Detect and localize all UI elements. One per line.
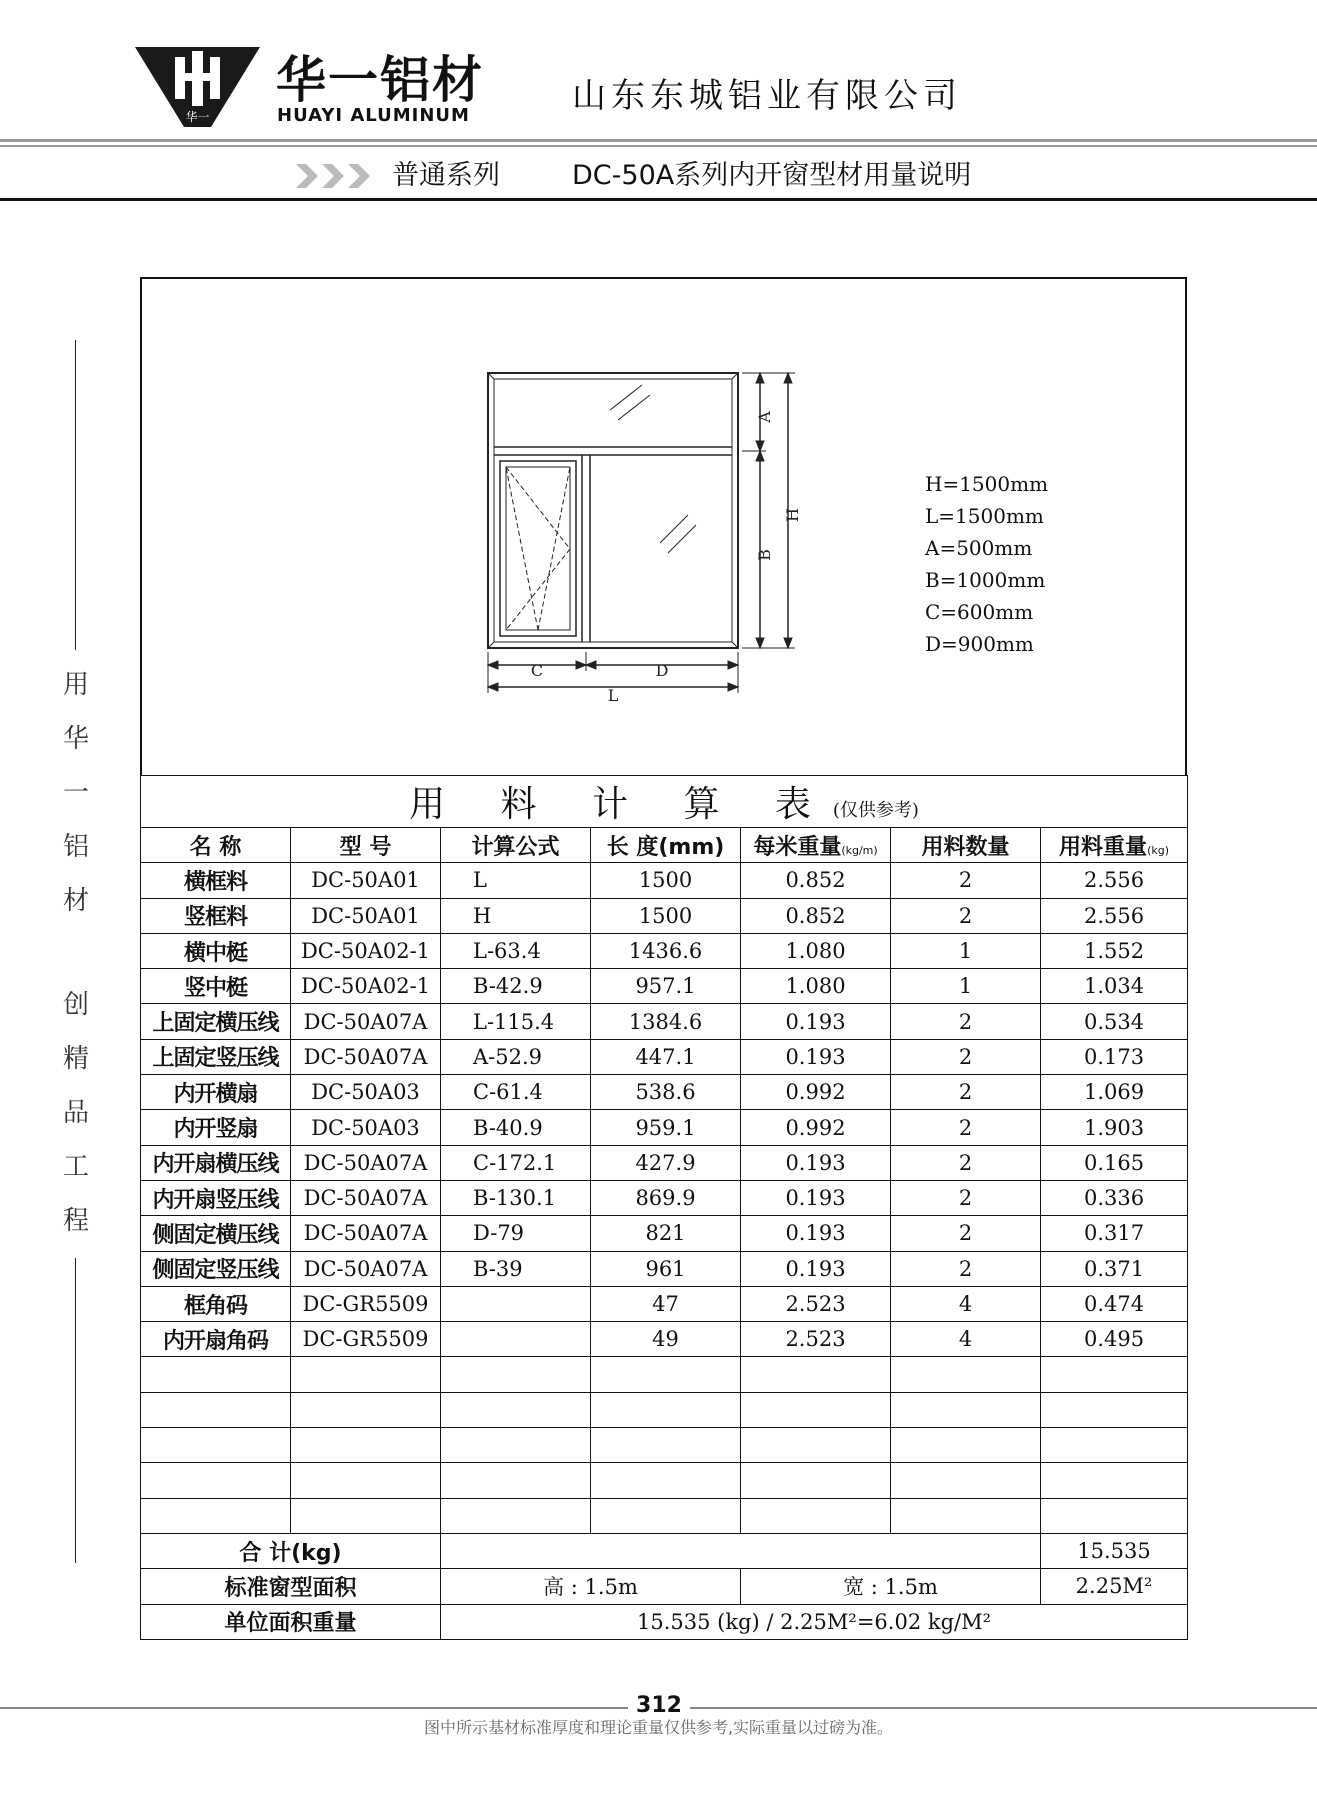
cell-qty: 2 — [891, 1004, 1041, 1039]
total-value: 15.535 — [1041, 1533, 1188, 1568]
cell-model: DC-GR5509 — [291, 1286, 441, 1321]
cell-model: DC-50A02-1 — [291, 933, 441, 968]
cell-weight: 1.552 — [1041, 933, 1188, 968]
table-row — [141, 1216, 1188, 1251]
cell-weight: 1.069 — [1041, 1075, 1188, 1110]
slogan-char: 铝 — [62, 832, 89, 862]
slogan-char: 品 — [62, 1098, 89, 1128]
cell-length: 1500 — [591, 863, 741, 898]
cell-unit-weight: 0.193 — [741, 1004, 891, 1039]
cell-weight: 1.903 — [1041, 1110, 1188, 1145]
col-formula-header: 计算公式 — [441, 828, 591, 863]
huayi-logo-icon — [135, 47, 260, 127]
col-weight-header: 用料重量(kg) — [1041, 828, 1188, 863]
total-row — [141, 1533, 1188, 1568]
slogan-char: 材 — [62, 886, 89, 916]
table-row — [141, 1322, 1188, 1357]
cell-formula: L — [441, 863, 591, 898]
svg-text:L: L — [607, 686, 619, 705]
cell-model: DC-50A01 — [291, 898, 441, 933]
area-label: 标准窗型面积 — [141, 1569, 441, 1604]
cell-name: 侧固定横压线 — [141, 1216, 291, 1251]
footer-note: 图中所示基材标准厚度和理论重量仅供参考,实际重量以过磅为准。 — [423, 1718, 894, 1737]
cell-weight: 0.165 — [1041, 1145, 1188, 1180]
cell-formula: A-52.9 — [441, 1039, 591, 1074]
page-title: DC-50A系列内开窗型材用量说明 — [572, 160, 972, 191]
cell-model: DC-50A01 — [291, 863, 441, 898]
dim-h: H=1500mm — [925, 472, 1049, 496]
cell-qty: 2 — [891, 1180, 1041, 1215]
cell-model: DC-50A03 — [291, 1110, 441, 1145]
cell-qty: 2 — [891, 898, 1041, 933]
table-row — [141, 969, 1188, 1004]
table-row — [141, 1286, 1188, 1321]
cell-weight: 0.474 — [1041, 1286, 1188, 1321]
slogan-char: 一 — [62, 778, 89, 808]
page-number: 312 — [628, 1692, 690, 1720]
cell-unit-weight: 0.193 — [741, 1039, 891, 1074]
cell-formula: L-63.4 — [441, 933, 591, 968]
cell-model: DC-50A03 — [291, 1075, 441, 1110]
cell-name: 内开竖扇 — [141, 1110, 291, 1145]
cell-formula — [441, 1322, 591, 1357]
cell-unit-weight: 0.193 — [741, 1216, 891, 1251]
company-name: 山东东城铝业有限公司 — [572, 76, 962, 116]
cell-qty: 4 — [891, 1286, 1041, 1321]
table-row — [141, 1004, 1188, 1039]
table-row — [141, 1180, 1188, 1215]
cell-length: 47 — [591, 1286, 741, 1321]
header-divider — [0, 145, 1317, 147]
cell-unit-weight: 0.193 — [741, 1180, 891, 1215]
cell-model: DC-GR5509 — [291, 1322, 441, 1357]
table-row — [141, 1145, 1188, 1180]
cell-formula: B-130.1 — [441, 1180, 591, 1215]
cell-qty: 2 — [891, 1039, 1041, 1074]
cell-unit-weight: 0.992 — [741, 1110, 891, 1145]
brand-name-cn: 华一铝材 — [276, 51, 484, 109]
cell-name: 内开扇角码 — [141, 1322, 291, 1357]
cell-formula — [441, 1286, 591, 1321]
brand-name-en: HUAYI ALUMINUM — [277, 105, 470, 126]
slogan-char: 用 — [62, 670, 89, 700]
table-title-row — [141, 776, 1188, 828]
cell-name: 上固定竖压线 — [141, 1039, 291, 1074]
cell-model: DC-50A07A — [291, 1216, 441, 1251]
cell-unit-weight: 2.523 — [741, 1322, 891, 1357]
area-height: 高 : 1.5m — [441, 1569, 741, 1604]
cell-qty: 1 — [891, 969, 1041, 1004]
slogan-char: 华 — [62, 724, 89, 754]
cell-weight: 0.534 — [1041, 1004, 1188, 1039]
cell-length: 961 — [591, 1251, 741, 1286]
cell-qty: 2 — [891, 1251, 1041, 1286]
cell-length: 49 — [591, 1322, 741, 1357]
cell-qty: 1 — [891, 933, 1041, 968]
cell-weight: 2.556 — [1041, 863, 1188, 898]
unit-weight-row — [141, 1604, 1188, 1639]
series-label: 普通系列 — [392, 160, 500, 191]
slogan-char: 程 — [62, 1206, 89, 1236]
svg-text:华一: 华一 — [185, 110, 210, 124]
cell-weight: 0.495 — [1041, 1322, 1188, 1357]
table-row — [141, 1110, 1188, 1145]
cell-unit-weight: 1.080 — [741, 969, 891, 1004]
cell-length: 959.1 — [591, 1110, 741, 1145]
cell-unit-weight: 0.193 — [741, 1145, 891, 1180]
table-title: 用 料 计 算 表(仅供参考) — [141, 776, 1188, 828]
cell-unit-weight: 0.193 — [741, 1251, 891, 1286]
table-row — [141, 1428, 1188, 1463]
cell-length: 538.6 — [591, 1075, 741, 1110]
unit-weight-value: 15.535 (kg) / 2.25M²=6.02 kg/M² — [441, 1604, 1188, 1639]
dim-c: C=600mm — [925, 600, 1034, 624]
total-label: 合 计(kg) — [141, 1533, 441, 1568]
cell-length: 1500 — [591, 898, 741, 933]
table-row — [141, 1463, 1188, 1498]
slogan-line — [75, 1258, 76, 1563]
cell-qty: 2 — [891, 1075, 1041, 1110]
cell-formula: H — [441, 898, 591, 933]
cell-weight: 2.556 — [1041, 898, 1188, 933]
cell-name: 侧固定竖压线 — [141, 1251, 291, 1286]
cell-formula: C-61.4 — [441, 1075, 591, 1110]
table-row — [141, 933, 1188, 968]
table-row — [141, 1498, 1188, 1533]
dim-a: A=500mm — [925, 536, 1033, 560]
cell-qty: 2 — [891, 1110, 1041, 1145]
table-row — [141, 1392, 1188, 1427]
cell-length: 821 — [591, 1216, 741, 1251]
cell-name: 上固定横压线 — [141, 1004, 291, 1039]
svg-text:B: B — [755, 549, 774, 561]
cell-model: DC-50A07A — [291, 1039, 441, 1074]
col-name-header: 名 称 — [141, 828, 291, 863]
cell-qty: 2 — [891, 1145, 1041, 1180]
area-row — [141, 1569, 1188, 1604]
window-diagram — [470, 365, 850, 705]
cell-formula: D-79 — [441, 1216, 591, 1251]
cell-model: DC-50A07A — [291, 1251, 441, 1286]
cell-length: 957.1 — [591, 969, 741, 1004]
material-table — [140, 775, 1187, 1640]
area-value: 2.25M² — [1041, 1569, 1188, 1604]
table-row — [141, 1075, 1188, 1110]
table-row — [141, 1039, 1188, 1074]
dim-b: B=1000mm — [925, 568, 1046, 592]
chevrons-right-icon — [296, 158, 382, 194]
header-divider — [0, 139, 1317, 142]
svg-text:D: D — [655, 661, 669, 680]
cell-length: 1436.6 — [591, 933, 741, 968]
cell-model: DC-50A07A — [291, 1145, 441, 1180]
cell-weight: 1.034 — [1041, 969, 1188, 1004]
cell-unit-weight: 2.523 — [741, 1286, 891, 1321]
cell-unit-weight: 0.852 — [741, 863, 891, 898]
cell-model: DC-50A07A — [291, 1180, 441, 1215]
cell-formula: L-115.4 — [441, 1004, 591, 1039]
cell-length: 427.9 — [591, 1145, 741, 1180]
slogan-char: 工 — [62, 1152, 89, 1182]
cell-name: 框角码 — [141, 1286, 291, 1321]
cell-name: 内开横扇 — [141, 1075, 291, 1110]
cell-weight: 0.336 — [1041, 1180, 1188, 1215]
cell-name: 内开扇竖压线 — [141, 1180, 291, 1215]
cell-weight: 0.173 — [1041, 1039, 1188, 1074]
cell-name: 竖框料 — [141, 898, 291, 933]
dim-d: D=900mm — [925, 632, 1034, 656]
svg-text:A: A — [755, 411, 774, 423]
cell-name: 内开扇横压线 — [141, 1145, 291, 1180]
cell-length: 869.9 — [591, 1180, 741, 1215]
svg-text:H: H — [783, 508, 802, 522]
cell-length: 1384.6 — [591, 1004, 741, 1039]
cell-model: DC-50A02-1 — [291, 969, 441, 1004]
cell-name: 竖中梃 — [141, 969, 291, 1004]
table-row — [141, 863, 1188, 898]
col-model-header: 型 号 — [291, 828, 441, 863]
cell-model: DC-50A07A — [291, 1004, 441, 1039]
cell-weight: 0.371 — [1041, 1251, 1188, 1286]
dim-l: L=1500mm — [925, 504, 1044, 528]
cell-formula: B-39 — [441, 1251, 591, 1286]
cell-qty: 2 — [891, 863, 1041, 898]
cell-unit-weight: 0.992 — [741, 1075, 891, 1110]
area-width: 宽 : 1.5m — [741, 1569, 1041, 1604]
unit-weight-label: 单位面积重量 — [141, 1604, 441, 1639]
cell-formula: C-172.1 — [441, 1145, 591, 1180]
cell-weight: 0.317 — [1041, 1216, 1188, 1251]
cell-qty: 4 — [891, 1322, 1041, 1357]
table-row — [141, 1251, 1188, 1286]
slogan-char: 创 — [62, 990, 89, 1020]
slogan-char: 精 — [62, 1044, 89, 1074]
slogan-line — [75, 340, 76, 650]
header-divider — [0, 198, 1317, 201]
table-row — [141, 1357, 1188, 1392]
col-length-header: 长 度(mm) — [591, 828, 741, 863]
dimension-list — [925, 468, 1048, 660]
cell-name: 横框料 — [141, 863, 291, 898]
cell-formula: B-40.9 — [441, 1110, 591, 1145]
col-unit-weight-header: 每米重量(kg/m) — [741, 828, 891, 863]
cell-formula: B-42.9 — [441, 969, 591, 1004]
cell-unit-weight: 1.080 — [741, 933, 891, 968]
table-header-row — [141, 828, 1188, 863]
cell-length: 447.1 — [591, 1039, 741, 1074]
cell-name: 横中梃 — [141, 933, 291, 968]
svg-text:C: C — [530, 661, 544, 680]
cell-unit-weight: 0.852 — [741, 898, 891, 933]
table-row — [141, 898, 1188, 933]
col-qty-header: 用料数量 — [891, 828, 1041, 863]
cell-qty: 2 — [891, 1216, 1041, 1251]
